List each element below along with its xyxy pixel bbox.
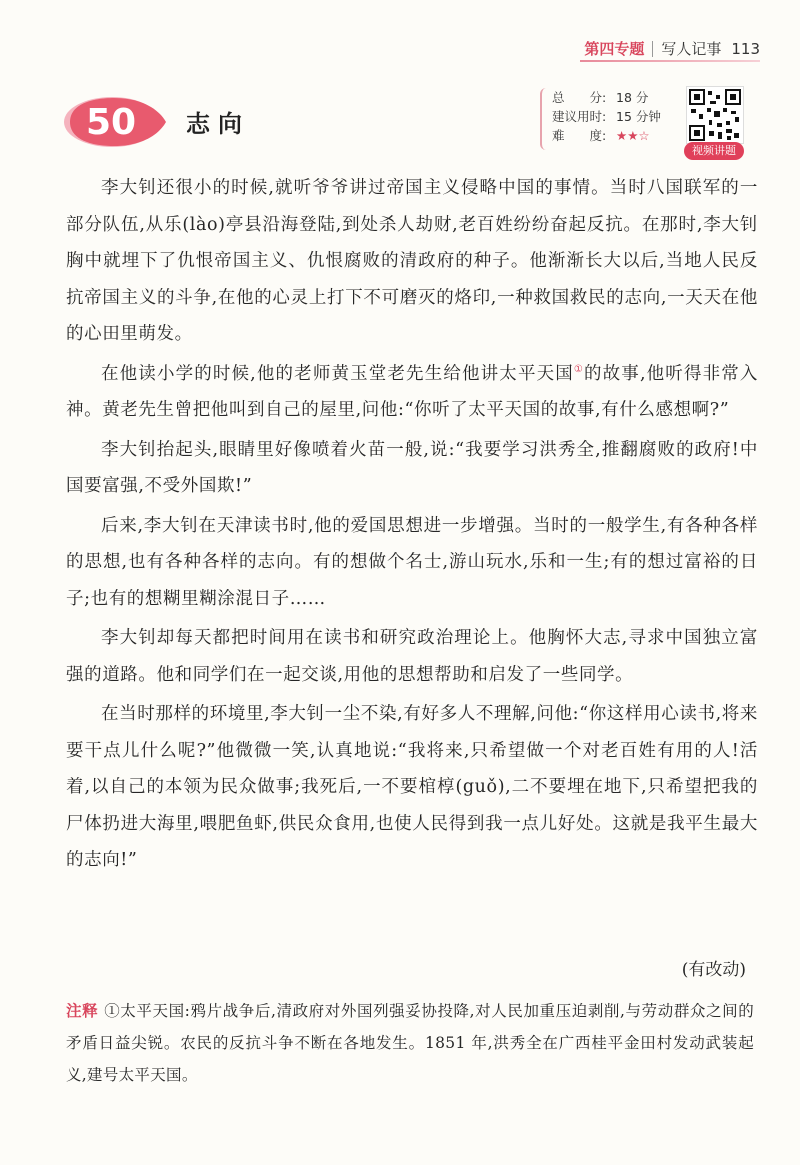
difficulty-stars: ★★☆ <box>616 128 650 143</box>
article-body <box>66 170 758 879</box>
lesson-number-badge <box>62 94 172 150</box>
source-note: (有改动) <box>681 960 746 980</box>
paragraph-3: 李大钊抬起头,眼睛里好像喷着火苗一般,说:“我要学习洪秀全,推翻腐败的政府!中国要富强,不受外国欺!” <box>66 439 758 496</box>
paragraph-4: 后来,李大钊在天津读书时,他的爱国思想进一步增强。当时的一般学生,有各种各样的思想,也有各种各样的志向。有的想做个名士,游山玩水,乐和一生;有的想过富裕的日子;也有的想糊里糊涂混日子…… <box>66 515 758 609</box>
annotation-text: ①太平天国:鸦片战争后,清政府对外国列强妥协投降,对人民加重压迫剥削,与劳动群众之间的矛盾日益尖锐。农民的反抗斗争不断在各地发生。1851 年,洪秀全在广西桂平金田村发动武装起义,建号太平天国。 <box>66 1002 755 1084</box>
lesson-number: 50 <box>85 101 137 143</box>
paragraph-1: 李大钊还很小的时候,就听爷爷讲过帝国主义侵略中国的事情。当时八国联军的一部分队伍,从乐(lào)亭县沿海登陆,到处杀人劫财,老百姓纷纷奋起反抗。在那时,李大钊胸中就埋下了仇恨帝国主义、仇恨腐败的清政府的种子。他渐渐长大以后,当地人民反抗帝国主义的斗争,在他的心灵上打下不可磨灭的烙印,一种救国救民的志向,一天天在他的心田里萌发。 <box>66 178 758 344</box>
paragraph-2 <box>66 356 758 429</box>
paragraph-2-part-a: 在他读小学的时候,他的老师黄玉堂老先生给他讲太平天国 <box>101 363 574 384</box>
header-divider <box>652 41 653 57</box>
header-rule <box>580 60 760 62</box>
lesson-title: 志向 <box>186 110 250 138</box>
header-section: 写人记事 <box>661 40 722 58</box>
qr-code-icon[interactable] <box>686 86 744 144</box>
page-number: 113 <box>731 39 760 58</box>
annotation-block <box>66 995 754 1091</box>
info-difficulty <box>552 126 678 145</box>
header-topic: 第四专题 <box>584 40 645 58</box>
info-total <box>552 88 678 107</box>
info-time <box>552 107 678 126</box>
paragraph-5: 李大钊却每天都把时间用在读书和研究政治理论上。他胸怀大志,寻求中国独立富强的道路。他和同学们在一起交谈,用他的思想帮助和启发了一些同学。 <box>66 628 758 685</box>
annotation-label: 注释 <box>66 1002 99 1020</box>
footnote-marker[interactable]: ① <box>573 363 585 375</box>
paragraph-6: 在当时那样的环境里,李大钊一尘不染,有好多人不理解,问他:“你这样用心读书,将来要干点儿什么呢?”他微微一笑,认真地说:“我将来,只希望做一个对老百姓有用的人!活着,以自己的本领为民众做事;我死后,一不要棺椁(guǒ),二不要埋在地下,只希望把我的尸体扔进大海里,喂肥鱼虾,供民众食用,也使人民得到我一点儿好处。这就是我平生最大的志向!” <box>66 704 758 870</box>
video-lecture-button[interactable]: 视频讲题 <box>684 142 744 160</box>
time-label: 建议用时: <box>552 109 607 124</box>
lesson-info-box <box>540 88 678 150</box>
running-header <box>584 38 760 59</box>
page-top-band <box>0 0 800 38</box>
total-label: 总 分: <box>552 90 607 105</box>
difficulty-label: 难 度: <box>552 128 607 143</box>
time-value: 15 分钟 <box>616 109 661 124</box>
paragraph-2-part-b: 的故事,他听得非常入神。黄老先生曾把他叫到自己的屋里,问他:“你听了太平天国的故事,有什么感想啊?” <box>66 363 758 420</box>
total-value: 18 分 <box>616 90 649 105</box>
